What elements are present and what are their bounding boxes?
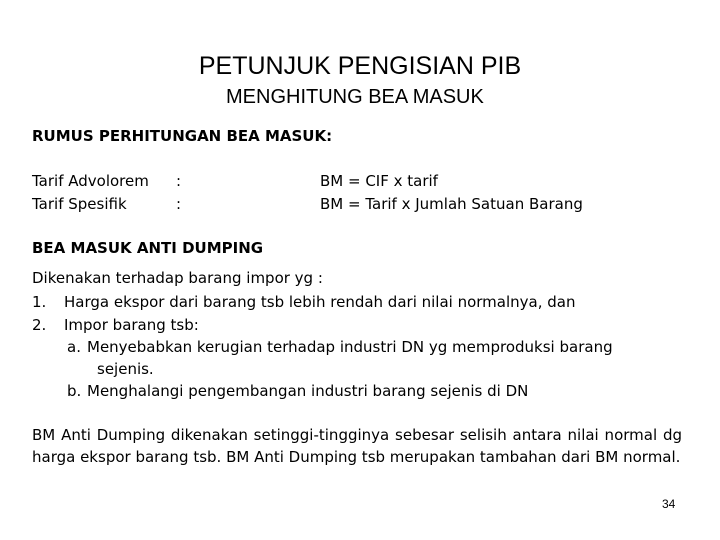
sub-list-item: Menyebabkan kerugian terhadap industri DN yg memproduksi barang xyxy=(87,338,613,356)
rumus-formula-advolorem: BM = CIF x tarif xyxy=(320,172,438,190)
slide-title: PETUNJUK PENGISIAN PIB xyxy=(198,52,522,80)
slide-subtitle: MENGHITUNG BEA MASUK xyxy=(226,86,484,108)
rumus-label-spesifik: Tarif Spesifik xyxy=(32,195,127,213)
anti-dumping-paragraph: BM Anti Dumping dikenakan setinggi-tingginya sebesar selisih antara nilai normal dg harga ekspor barang tsb. BM Anti Dumping tsb merupakan tambahan dari BM normal. xyxy=(32,426,682,466)
sub-list-letter: a. xyxy=(67,338,81,356)
rumus-colon-spesifik: : xyxy=(176,195,182,213)
anti-dumping-heading: BEA MASUK ANTI DUMPING xyxy=(32,239,264,257)
list-item-number: 2. xyxy=(32,316,47,334)
rumus-heading: RUMUS PERHITUNGAN BEA MASUK: xyxy=(32,127,333,145)
list-item: Impor barang tsb: xyxy=(64,316,199,334)
sub-list-letter: b. xyxy=(67,382,82,400)
rumus-label-advolorem: Tarif Advolorem xyxy=(32,172,149,190)
slide-number: 34 xyxy=(662,497,676,511)
sub-list-item: Menghalangi pengembangan industri barang sejenis di DN xyxy=(87,382,529,400)
rumus-formula-spesifik: BM = Tarif x Jumlah Satuan Barang xyxy=(320,195,583,213)
rumus-colon-advolorem: : xyxy=(176,172,182,190)
anti-dumping-intro: Dikenakan terhadap barang impor yg : xyxy=(32,269,323,287)
list-item: Harga ekspor dari barang tsb lebih rendah dari nilai normalnya, dan xyxy=(64,293,576,311)
sub-list-item-continuation: sejenis. xyxy=(97,360,154,378)
list-item-number: 1. xyxy=(32,293,47,311)
